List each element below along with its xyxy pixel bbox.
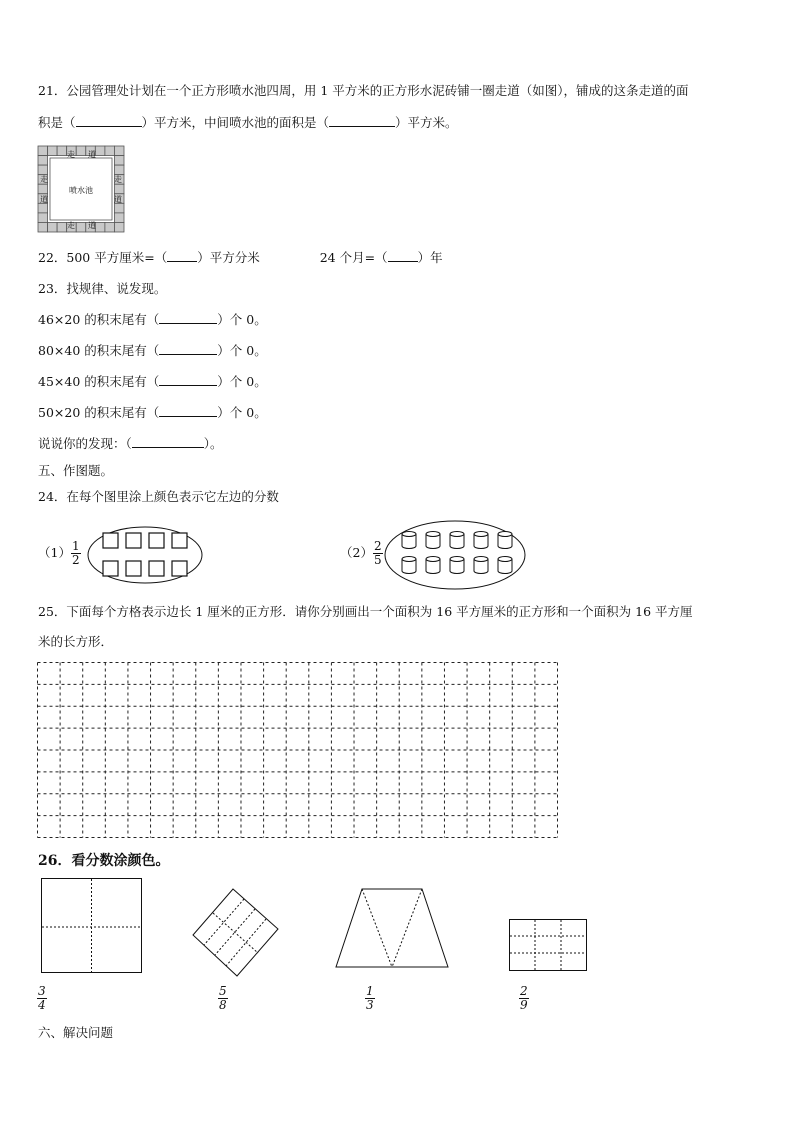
q24-part2-index: （2） [340, 545, 373, 560]
q24-part1-index: （1） [38, 545, 71, 560]
walkway-tile [57, 146, 67, 156]
q26-square-figure[interactable] [41, 878, 142, 973]
q23-row-expr: 46×20 的积末尾有（ [38, 312, 160, 327]
q23-row-tail: ）个 0。 [217, 405, 267, 420]
q21-blank-pool[interactable] [329, 115, 395, 127]
q24-cylinders-group [402, 532, 512, 574]
square-shape [149, 533, 164, 548]
cylinder-shape [402, 532, 416, 549]
q26-rectangle-figure[interactable] [509, 919, 587, 971]
q23-row-expr: 50×20 的积末尾有（ [38, 405, 160, 420]
fraction-denominator: 3 [366, 998, 374, 1012]
fraction-numerator: 2 [373, 539, 382, 553]
q21-text-b: ）平方米，中间喷水池的面积是（ [141, 115, 330, 130]
q24-part1-fraction [71, 540, 81, 567]
q26-diamond-figure[interactable] [192, 888, 282, 978]
walkway-tile [38, 184, 48, 194]
walkway-tile [105, 222, 115, 232]
walkway-label-left-2: 道 [40, 195, 48, 204]
walkway-tile [114, 222, 124, 232]
q23-row [38, 405, 267, 421]
fraction-denominator: 9 [520, 998, 528, 1012]
q22-b-prefix: 24 个月=（ [319, 250, 388, 265]
q23-finding [38, 436, 223, 452]
walkway-tile [38, 222, 48, 232]
walkway-tile [114, 156, 124, 166]
q23-row [38, 374, 267, 390]
walkway-tile [38, 146, 48, 156]
walkway-tile [105, 146, 115, 156]
q25-line2: 米的长方形． [38, 634, 114, 649]
q23-blank[interactable] [159, 374, 217, 386]
walkway-label-right-1: 走 [114, 175, 122, 184]
q23-row [38, 312, 267, 328]
square-shape [172, 533, 187, 548]
q23-row-expr: 80×40 的积末尾有（ [38, 343, 160, 358]
q22-line [38, 250, 443, 266]
q23-row-tail: ）个 0。 [217, 374, 267, 389]
square-shape [126, 533, 141, 548]
q26-trapezoid-figure[interactable] [335, 888, 449, 968]
q23-finding-blank[interactable] [132, 436, 204, 448]
q26-title: 26．看分数涂颜色。 [38, 853, 170, 869]
q26-fraction-2 [218, 985, 228, 1012]
q26-fraction-4 [519, 985, 529, 1012]
walkway-tile [38, 156, 48, 166]
q21-line1: 21．公园管理处计划在一个正方形喷水池四周，用 1 平方米的正方形水泥砖铺一圈走道（如图），铺成的这条走道的面 [38, 83, 689, 98]
fraction-numerator: 3 [38, 984, 46, 998]
walkway-tile [114, 213, 124, 223]
walkway-tile [114, 184, 124, 194]
q23-blank[interactable] [159, 343, 217, 355]
walkway-tile [38, 213, 48, 223]
cylinder-shape [450, 557, 464, 574]
q25-dotted-grid[interactable] [37, 662, 558, 838]
fraction-numerator: 1 [71, 539, 80, 553]
walkway-label-left-1: 走 [40, 175, 48, 184]
cylinder-shape [426, 532, 440, 549]
fraction-denominator: 4 [38, 998, 46, 1012]
q22-blank-dm2[interactable] [167, 250, 197, 262]
q22-a-suffix: ）平方分米 [197, 250, 260, 265]
fraction-numerator: 5 [219, 984, 227, 998]
square-shape [126, 561, 141, 576]
q24-part1-label [38, 540, 81, 567]
q21-text-c: ）平方米。 [395, 115, 458, 130]
q21-walkway-figure [38, 146, 124, 232]
walkway-tile [38, 165, 48, 175]
square-shape [172, 561, 187, 576]
q24-part2-label [340, 540, 383, 567]
walkway-tile [114, 146, 124, 156]
cylinder-shape [426, 557, 440, 574]
q23-finding-suffix: ）。 [203, 436, 223, 451]
fraction-denominator: 5 [373, 553, 382, 567]
q25-line1: 25．下面每个方格表示边长 1 厘米的正方形．请你分别画出一个面积为 16 平方厘米的正方形和一个面积为 16 平方厘 [38, 604, 693, 619]
q23-row-tail: ）个 0。 [217, 312, 267, 327]
q24-squares-group [103, 533, 187, 576]
walkway-tile [95, 222, 105, 232]
cylinder-shape [498, 557, 512, 574]
section-6-heading: 六、解决问题 [38, 1025, 114, 1040]
q24-title: 24．在每个图里涂上颜色表示它左边的分数 [38, 489, 279, 504]
fountain-label: 喷水池 [69, 186, 93, 195]
walkway-tile [57, 222, 67, 232]
q23-row-expr: 45×40 的积末尾有（ [38, 374, 160, 389]
cylinder-shape [402, 557, 416, 574]
q23-row [38, 343, 267, 359]
q23-blank[interactable] [159, 312, 217, 324]
square-shape [103, 561, 118, 576]
walkway-tile [38, 203, 48, 213]
q22-a-prefix: 22．500 平方厘米=（ [38, 250, 168, 265]
walkway-label-top-1: 走 [67, 150, 75, 159]
square-shape [149, 561, 164, 576]
q22-b-suffix: ）年 [417, 250, 443, 265]
cylinder-shape [474, 557, 488, 574]
q23-title: 23．找规律、说发现。 [38, 281, 167, 296]
walkway-label-right-2: 道 [114, 195, 122, 204]
walkway-label-bottom-1: 走 [67, 221, 75, 230]
q26-fraction-3 [365, 985, 375, 1012]
cylinder-shape [474, 532, 488, 549]
fraction-numerator: 1 [366, 984, 374, 998]
walkway-tile [48, 222, 58, 232]
q21-text-a: 积是（ [38, 115, 76, 130]
section-5-heading: 五、作图题。 [38, 463, 114, 478]
walkway-label-bottom-2: 道 [88, 221, 96, 230]
q23-blank[interactable] [159, 405, 217, 417]
q24-part1-oval [86, 525, 204, 585]
walkway-tile [48, 146, 58, 156]
walkway-tile [114, 165, 124, 175]
q24-part2-fraction [373, 540, 383, 567]
walkway-label-top-2: 道 [88, 150, 96, 159]
q23-row-tail: ）个 0。 [217, 343, 267, 358]
square-shape [103, 533, 118, 548]
cylinder-shape [498, 532, 512, 549]
q24-part2-oval [384, 520, 526, 590]
walkway-tile [114, 203, 124, 213]
fraction-denominator: 8 [219, 998, 227, 1012]
fraction-denominator: 2 [71, 553, 80, 567]
q26-fraction-1 [37, 985, 47, 1012]
q22-blank-years[interactable] [388, 250, 418, 262]
q21-line2 [38, 115, 458, 131]
fraction-numerator: 2 [520, 984, 528, 998]
walkway-tile [95, 146, 105, 156]
walkway-tile [76, 146, 86, 156]
q23-finding-prefix: 说说你的发现：（ [38, 436, 132, 451]
cylinder-shape [450, 532, 464, 549]
walkway-tile [76, 222, 86, 232]
q21-blank-walkway[interactable] [76, 115, 142, 127]
